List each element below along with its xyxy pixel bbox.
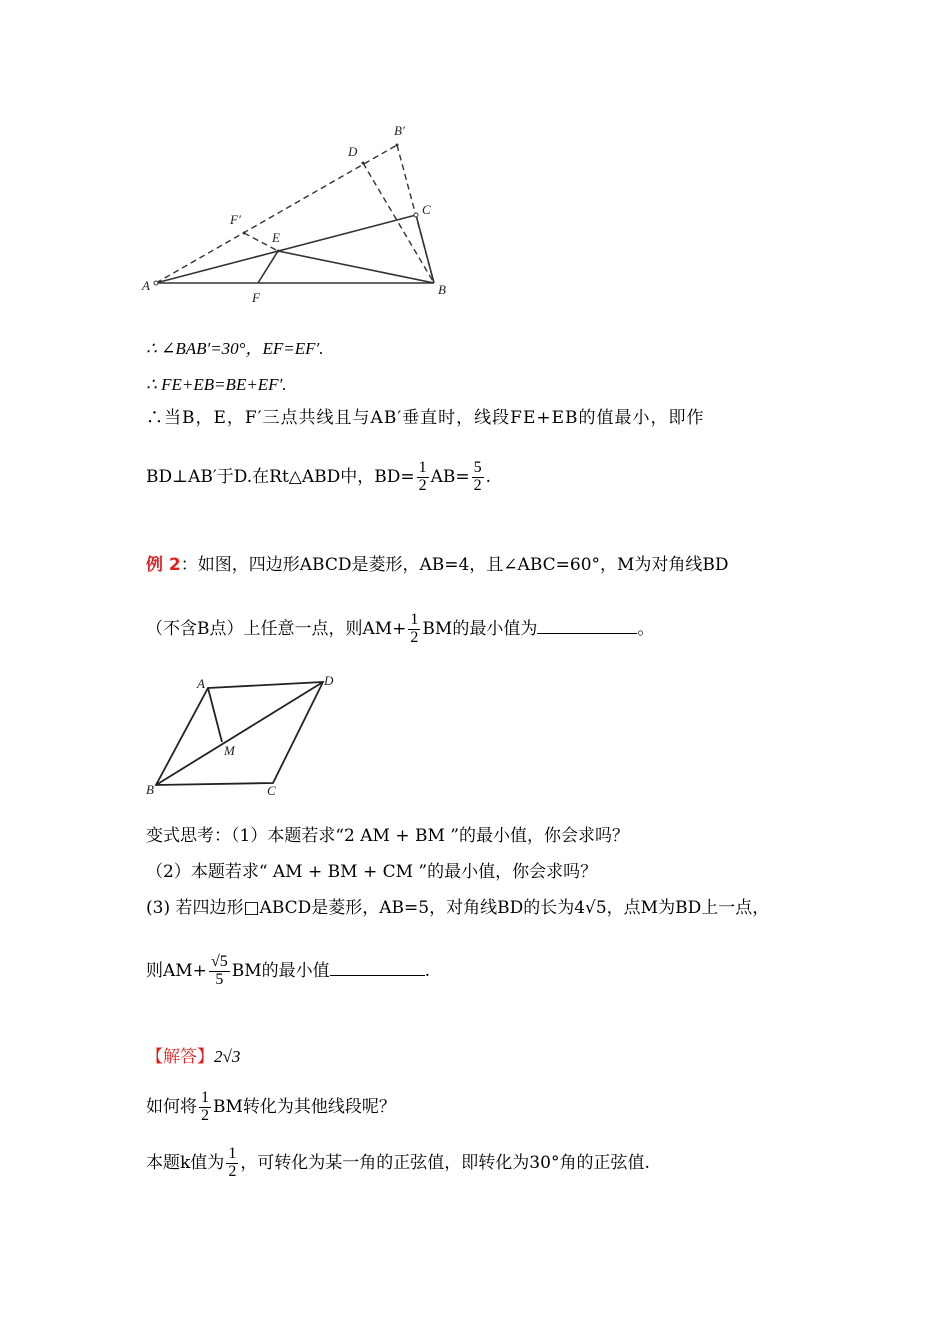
variant-3-continued: 则AM+ $\frac{√5}{5}$ BM的最小值 .: [146, 953, 431, 988]
label-A: A: [197, 676, 205, 691]
figure-1-triangle: [140, 118, 460, 308]
dashed-AB-prime: [156, 145, 397, 283]
answer-blank: [537, 619, 637, 634]
proof-line-4: BD⊥AB′于D.在Rt△ABD中，BD= $\frac{1}{2}$ AB= $\frac{5}{2}$ .: [146, 459, 492, 494]
label-D: D: [324, 673, 334, 688]
example-2-line-1: 例 2：如图，四边形ABCD是菱形，AB=4，且∠ABC=60°，M为对角线BD: [146, 555, 729, 575]
proof-line-3: ∴当B，E，F′三点共线且与AB′垂直时，线段FE+EB的值最小，即作: [146, 408, 705, 428]
label-A: A: [142, 278, 150, 293]
proof-line-2: ∴ FE+EB=BE+EF′.: [146, 375, 287, 394]
label-E: E: [272, 230, 280, 245]
label-D: D: [348, 144, 358, 159]
variant-2: （2）本题若求“ AM + BM + CM ”的最小值，你会求吗？: [146, 862, 598, 882]
label-B: B: [438, 282, 446, 297]
label-B: B: [146, 782, 154, 797]
answer-line: 【解答】2√3: [146, 1047, 241, 1067]
segment-AM: [208, 688, 222, 742]
label-F: F: [252, 290, 260, 305]
answer-label: 【解答】: [146, 1047, 214, 1067]
variant-answer-blank: [330, 961, 425, 976]
segment-EB: [278, 251, 434, 283]
label-C: C: [422, 202, 431, 217]
variant-3: (3) 若四边形□ABCD是菱形，AB=5，对角线BD的长为4√5，点M为BD上一点，: [146, 898, 770, 918]
answer-k-value: 本题k值为 $\frac{1}{2}$ ，可转化为某一角的正弦值，即转化为30°角的正弦值.: [146, 1145, 650, 1180]
figure-2-rhombus: [140, 670, 340, 800]
dashed-DB: [363, 163, 434, 283]
label-B-prime: B′: [394, 123, 405, 138]
label-C: C: [267, 783, 276, 798]
label-M: M: [224, 743, 235, 758]
proof-line-1: ∴ ∠BAB′=30°，EF=EF′.: [146, 339, 324, 358]
answer-question: 如何将 $\frac{1}{2}$ BM转化为其他线段呢？: [146, 1089, 396, 1124]
variant-1: 变式思考：（1）本题若求“2 AM + BM ”的最小值，你会求吗？: [146, 826, 629, 846]
example-2-label: 例 2: [146, 555, 181, 575]
label-F-prime: F′: [230, 212, 241, 227]
example-2-line-2: （不含B点）上任意一点，则AM+ $\frac{1}{2}$ BM的最小值为 。: [146, 611, 655, 646]
segment-AC: [156, 215, 416, 283]
